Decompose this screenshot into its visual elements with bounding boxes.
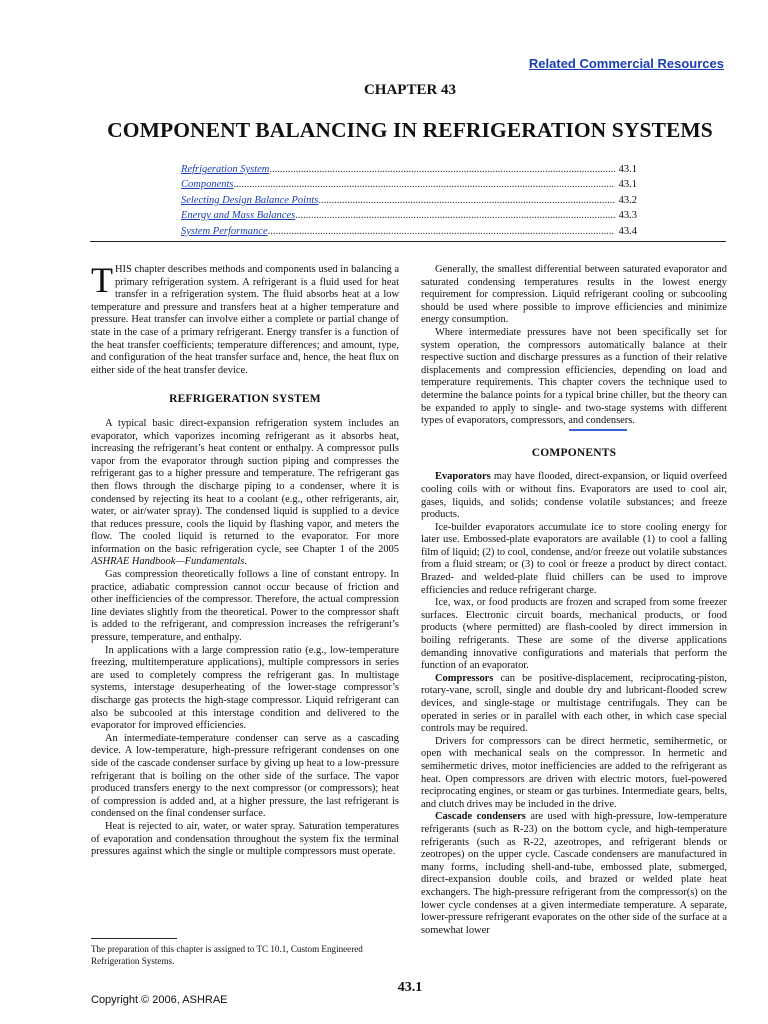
toc-page-number: 43.3: [618, 210, 637, 222]
toc-link-refrigeration-system[interactable]: Refrigeration System: [181, 164, 270, 175]
footnote: The preparation of this chapter is assigned to TC 10.1, Custom Engineered Refrigeration Systems.: [91, 944, 363, 966]
toc-leader-dots: [234, 177, 615, 192]
paragraph-text: .: [244, 556, 247, 568]
highlight-mark: [569, 429, 627, 431]
toc-leader-dots: [268, 224, 615, 239]
paragraph: [421, 811, 727, 937]
footnote-divider: [91, 938, 177, 939]
toc-leader-dots: [269, 162, 614, 177]
paragraph: Drivers for compressors can be direct hermetic, semihermetic, or open with mechanical seals on the compressor. In hermetic and semihermetic drives, motor inefficiencies are added to the refrigerant as heat. Open compressors are driven with electric motors, fuel-powered reciprocating engines, or steam or gas turbines. Intermediate gears, belts, and clutch drives may be included in the drive.: [421, 735, 727, 810]
paragraph: [421, 673, 727, 736]
table-of-contents: [181, 162, 637, 239]
runin-heading-cascade-condensers: Cascade condensers: [435, 811, 526, 823]
right-column: [421, 264, 727, 937]
paragraph-text: A typical basic direct-expansion refrigeration system includes an evaporator, which vaporizes incoming refrigerant as it absorbs heat, increasing the refrigerant’s heat content or enthalpy. A compressor pulls vapor from the evaporator through suction piping and compresses the refrigerant gas to a higher pressure and temperature. The refrigerant gas then flows through the discharge piping to a condenser, where it is condensed by rejecting its heat to a coolant (e.g., other refrigerants, air, water, or air/water spray). The condensed liquid is supplied to a device that reduces pressure, cools the liquid by flashing vapor, and meters the flow. The cooled liquid is returned to the evaporator. For more information on the basic refrigeration cycle, see Chapter 1 of the 2005: [91, 417, 399, 555]
toc-entry: [181, 224, 637, 239]
toc-page-number: 43.1: [618, 179, 637, 191]
section-heading-refrigeration-system: REFRIGERATION SYSTEM: [169, 393, 321, 406]
toc-link-selecting-design-balance-points[interactable]: Selecting Design Balance Points: [181, 194, 319, 206]
toc-link-components[interactable]: Components: [181, 179, 234, 191]
toc-link-system-performance[interactable]: System Performance: [181, 225, 268, 237]
toc-leader-dots: [295, 208, 614, 223]
paragraph: Gas compression theoretically follows a line of constant entropy. In practice, adiabatic compression cannot occur because of friction and other inefficiencies of the compressor. Therefore, the actual compression line deviates slightly from the theoretical. Power to the compressor shaft is added to the refrigerant, and compression increases the refrigerant’s pressure, temperature, and enthalpy.: [91, 569, 399, 644]
intro-paragraph: [91, 260, 399, 377]
paragraph: Ice-builder evaporators accumulate ice to store cooling energy for later use. Embossed-plate evaporators are available (1) to cool a falling film of liquid; (2) to cool, condense, and/or freeze out volatile substances from a fluid stream; or (3) to cool or freeze a product by direct contact. Brazed- and welded-plate fluid chillers can be used to improve efficiencies and reduce refrigerant charge.: [421, 521, 727, 596]
toc-entry: [181, 162, 637, 177]
drop-cap: T: [91, 260, 113, 300]
paragraph: [91, 418, 399, 569]
toc-page-number: 43.4: [618, 225, 637, 237]
paragraph: Generally, the smallest differential between saturated evaporator and saturated condensing temperatures results in the lowest energy requirement for compression. Liquid refrigerant cooling or subcooling should be used where possible to improve efficiencies and minimize energy consumption.: [421, 264, 727, 326]
copyright-notice: Copyright © 2006, ASHRAE: [91, 994, 228, 1006]
runin-heading-compressors: Compressors: [435, 672, 494, 684]
toc-entry: [181, 193, 637, 208]
toc-entry: [181, 177, 637, 192]
paragraph-text: can be positive-displacement, reciprocating-piston, rotary-vane, scroll, single and double dry and lubricant-flooded screw devices, and single-stage or multistage centrifugals. They can be operated in series or in parallel with each other, in which case special controls may be required.: [421, 672, 727, 735]
toc-leader-dots: [318, 193, 614, 208]
paragraph: Ice, wax, or food products are frozen and scraped from some freezer surfaces. Electronic circuit boards, mechanical products, or food products (where permitted) are flash-cooled by direct immersion in boiling refrigerants. These are some of the diverse applications demanding innovative configurations and materials that perform the function of an evaporator.: [421, 597, 727, 672]
intro-text: HIS chapter describes methods and components used in balancing a primary refrigeration system. A refrigerant is a fluid used for heat transfer in a refrigeration system. The fluid absorbs heat at a low temperature and pressure and transfers heat at a higher temperature and pressure. Heat transfer can involve either a complete or partial change of state in the case of a primary refrigerant. Energy transfer is a function of the heat transfer coefficients; temperature differences; and amount, type, and configuration of the heat transfer surface and, hence, the heat flux on either side of the heat transfer device.: [91, 264, 399, 376]
toc-link-energy-and-mass-balances[interactable]: Energy and Mass Balances: [181, 210, 296, 222]
paragraph-text: are used with high-pressure, low-temperature refrigerants (such as R-23) on the bottom cycle, and high-temperature refrigerants (such as R-22, azeotropes, and refrigerant blends or zeotropes) on the upper cycle. Cascade condensers are manufactured in many forms, including shell-and-tube, embossed plate, submerged, direct-expansion double coils, and brazed or welded plate heat exchangers. The high-pressure refrigerant from the compressor(s) on the lower cycle condenses at a given intermediate temperature. A separate, lower-pressure refrigerant evaporates on the other side of the surface at a somewhat lower: [421, 811, 727, 936]
handbook-title: ASHRAE Handbook—Fundamentals: [91, 556, 245, 568]
toc-page-number: 43.2: [618, 194, 637, 206]
chapter-number: CHAPTER 43: [363, 82, 457, 98]
page-number: 43.1: [397, 980, 423, 995]
paragraph: Heat is rejected to air, water, or water spray. Saturation temperatures of evaporation and condensation throughout the system fix the terminal pressures against which the single or multiple compressors must operate.: [91, 820, 399, 858]
toc-entry: [181, 208, 637, 223]
paragraph-text: may have flooded, direct-expansion, or liquid overfeed cooling coils with or without fins. Evaporators are used to cool air, gases, liquids, and solids; condense volatile substances; and freeze products.: [421, 471, 727, 521]
paragraph: Where intermediate pressures have not been specifically set for system operation, the compressors automatically balance at their respective suction and discharge pressures as a function of their relative displacements and compression efficiencies, depending on load and temperature requirements. This chapter covers the technique used to determine the balance points for a typical brine chiller, but the theory can be expanded to apply to single- and two-stage systems with different types of evaporators, compressors, and condensers.: [421, 326, 727, 427]
paragraph: In applications with a large compression ratio (e.g., low-temperature freezing, multitemperature applications), multiple compressors in series are used to completely compress the refrigerant gas. In multistage systems, interstage desuperheating of the lower-stage compressor’s discharge gas protects the high-stage compressor. Liquid refrigerant can also be subcooled at this interstage condition and delivered to the evaporator for improved efficiencies.: [91, 644, 399, 732]
related-commercial-resources-link[interactable]: Related Commercial Resources: [528, 56, 724, 71]
header-divider: [90, 241, 726, 242]
runin-heading-evaporators: Evaporators: [435, 471, 491, 483]
left-column: [91, 260, 399, 859]
paragraph: An intermediate-temperature condenser can serve as a cascading device. A low-temperature, high-pressure refrigerant condenses on one side of the cascade condenser surface by giving up heat to a low-pressure refrigerant that is boiling on the other side of the surface. The vapor produced transfers energy to the next compressor (or compressors); heat of compression is added and, at a higher pressure, the last refrigerant is condensed on the final condenser surface.: [91, 732, 399, 820]
chapter-title: COMPONENT BALANCING IN REFRIGERATION SYSTEMS: [107, 118, 713, 142]
section-heading-components: COMPONENTS: [531, 446, 617, 459]
toc-page-number: 43.1: [618, 164, 637, 175]
paragraph: [421, 471, 727, 521]
